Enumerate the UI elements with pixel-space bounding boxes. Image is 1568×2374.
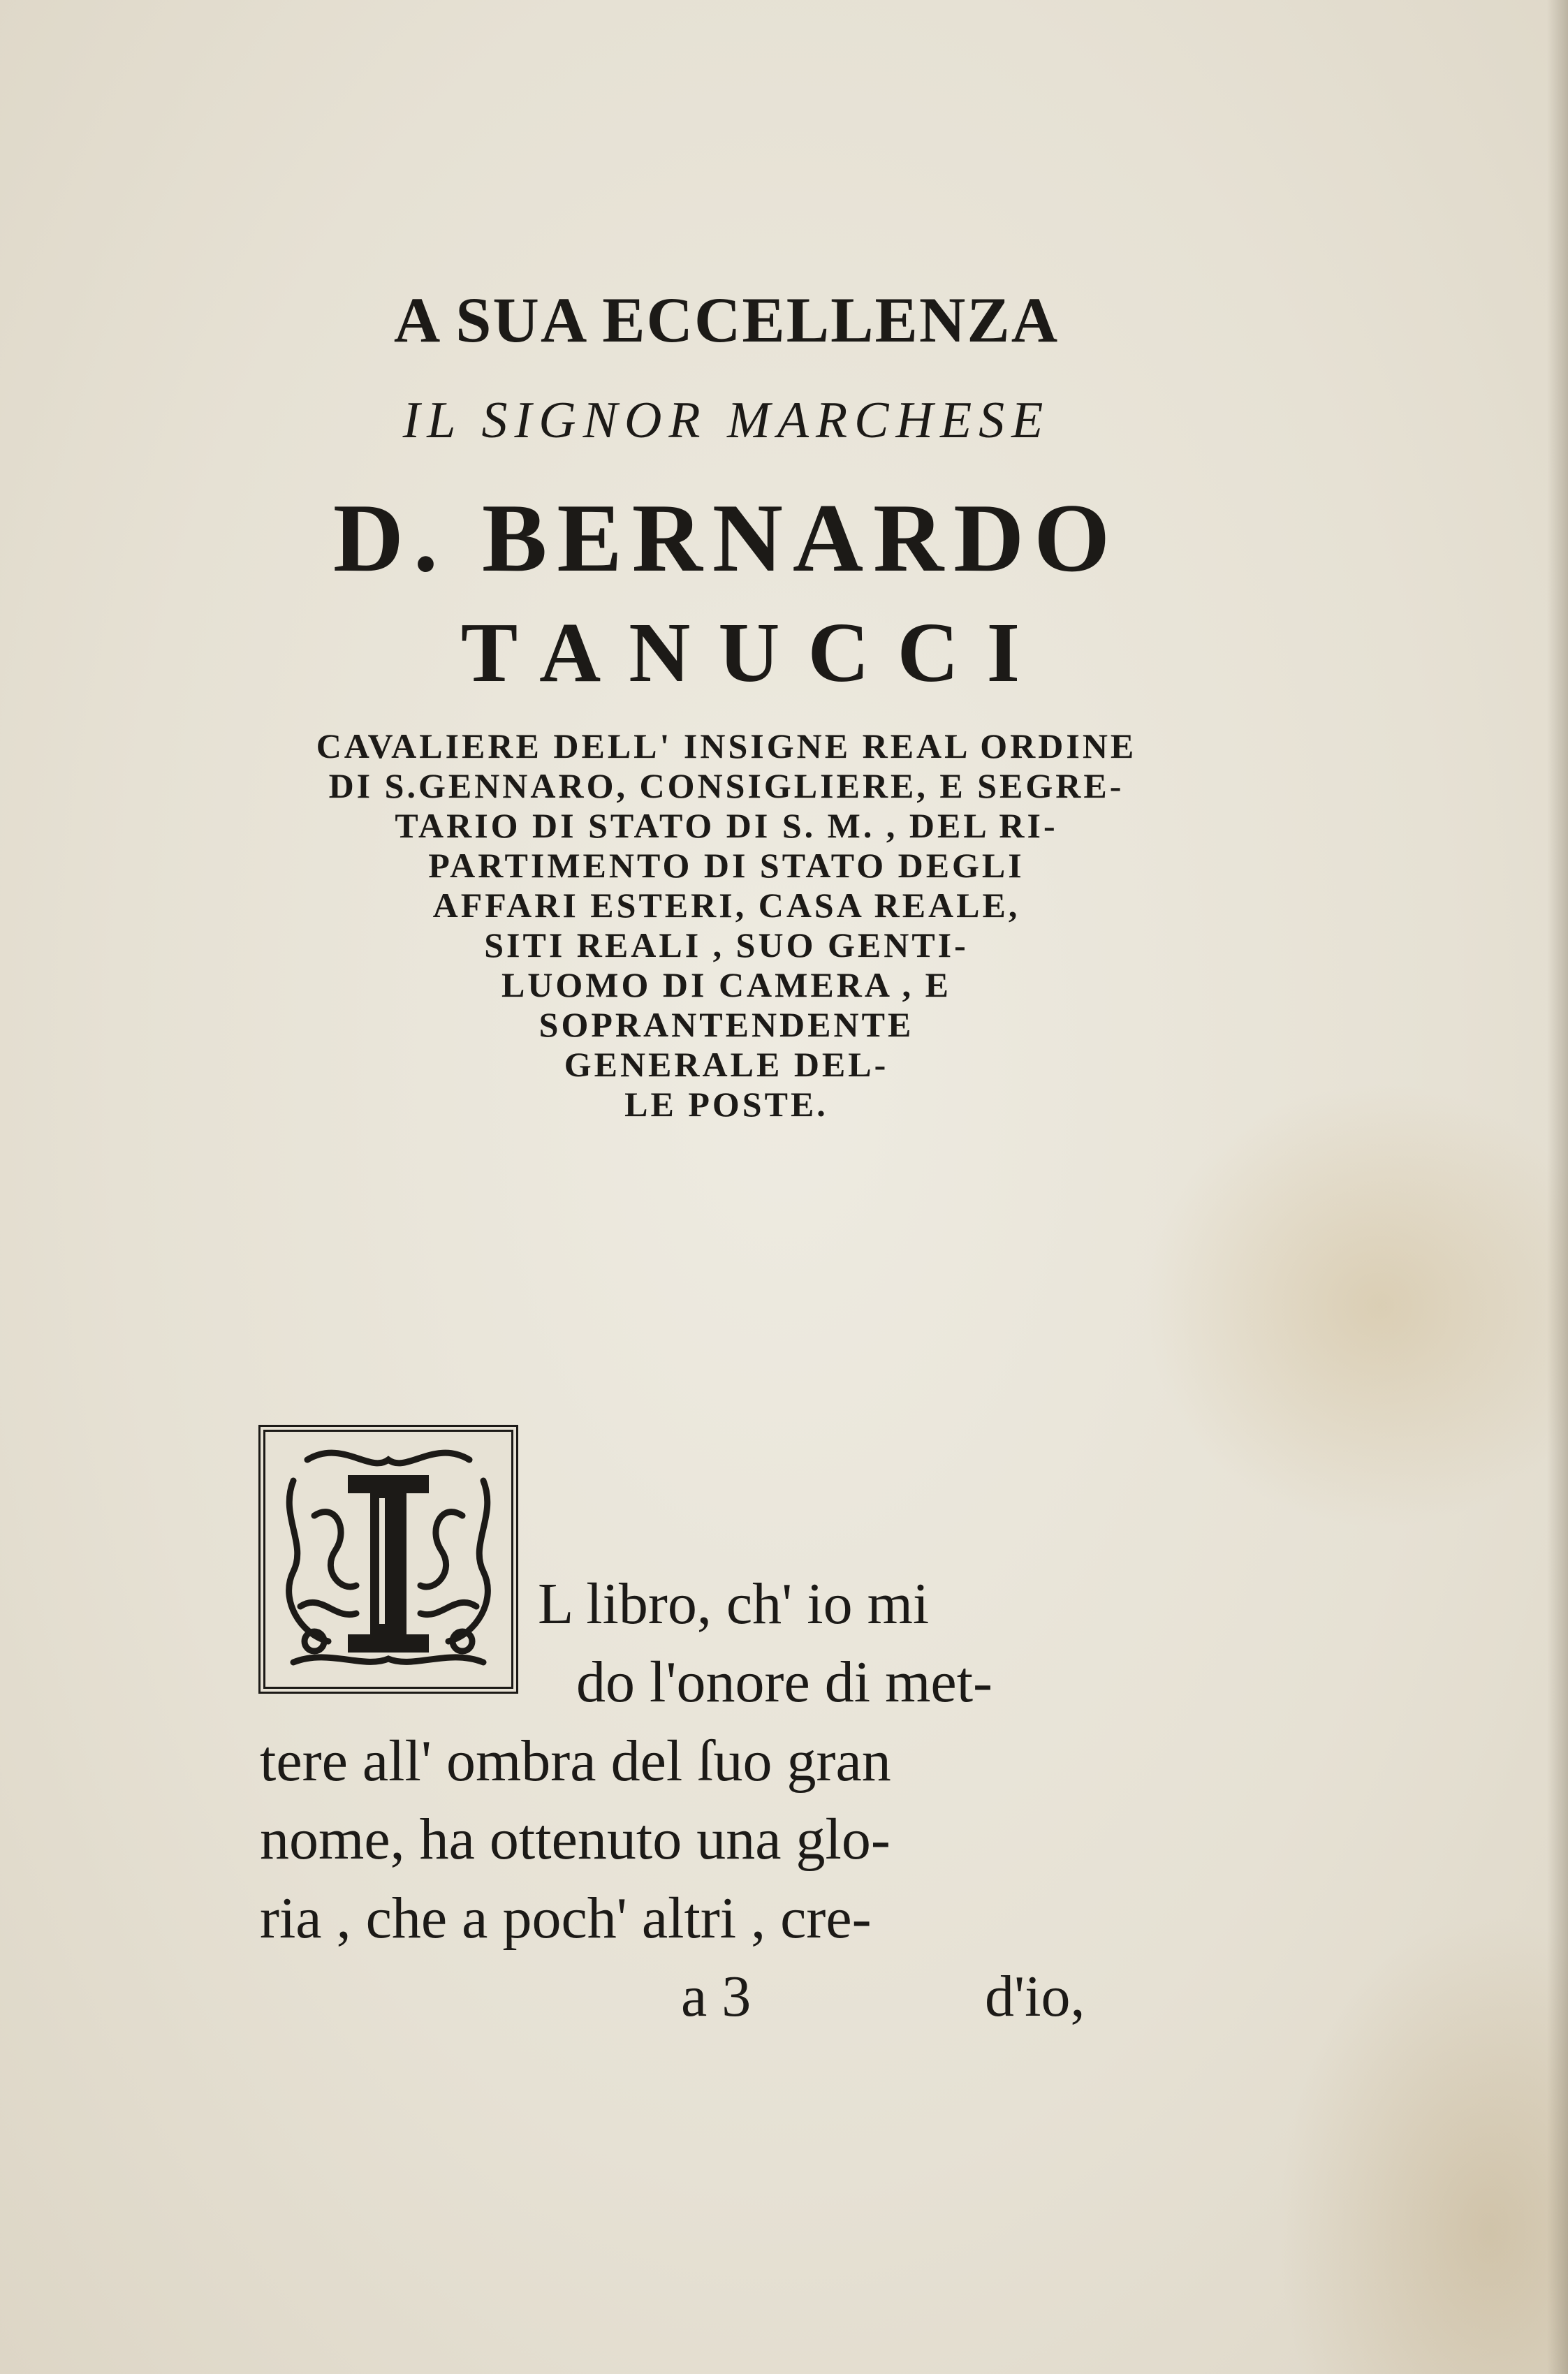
title-line: TARIO DI STATO DI S. M. , DEL RI-	[395, 806, 1058, 845]
page-edge-shadow	[1547, 0, 1568, 2374]
decorated-initial	[258, 1425, 518, 1694]
body-line-1	[538, 1570, 1118, 1638]
catchword: d'io,	[985, 1964, 1085, 2029]
body-text: nome, ha ottenuto una glo-	[260, 1807, 891, 1872]
dedicatee-first-name: D. BERNARDO	[332, 484, 1120, 592]
body-text: do l'onore di met-	[576, 1650, 992, 1715]
title-line: SITI REALI , SUO GENTI-	[484, 925, 969, 965]
title-line: GENERALE DEL-	[564, 1045, 889, 1084]
body-line-2	[576, 1648, 1118, 1716]
title-line: DI S.GENNARO, CONSIGLIERE, E SEGRE-	[328, 766, 1124, 805]
dedication-subheading: IL SIGNOR MARCHESE	[402, 392, 1050, 449]
dedication-heading: A SUA ECCELLENZA	[393, 284, 1060, 356]
title-line: LUOMO DI CAMERA , E	[501, 965, 952, 1004]
title-line: CAVALIERE DELL' INSIGNE REAL ORDINE	[316, 726, 1137, 765]
signature-mark: a 3	[681, 1964, 752, 2029]
body-text: tere all' ombra del ſuo gran	[260, 1729, 891, 1794]
title-line: LE POSTE.	[624, 1085, 828, 1124]
body-line-5	[260, 1884, 1118, 1952]
dedicatee-titles	[0, 726, 1453, 1124]
title-line: PARTIMENTO DI STATO DEGLI	[428, 846, 1025, 885]
body-line-4	[260, 1805, 1118, 1873]
body-line-3	[260, 1727, 1118, 1795]
body-text: ria , che a poch' altri , cre-	[260, 1886, 872, 1951]
ornament-initial-icon	[265, 1432, 511, 1687]
dedicatee-surname: TANUCCI	[460, 606, 1048, 700]
body-text: L libro, ch' io mi	[538, 1571, 930, 1636]
title-line: AFFARI ESTERI, CASA REALE,	[432, 886, 1020, 925]
title-line: SOPRANTENDENTE	[538, 1005, 914, 1044]
